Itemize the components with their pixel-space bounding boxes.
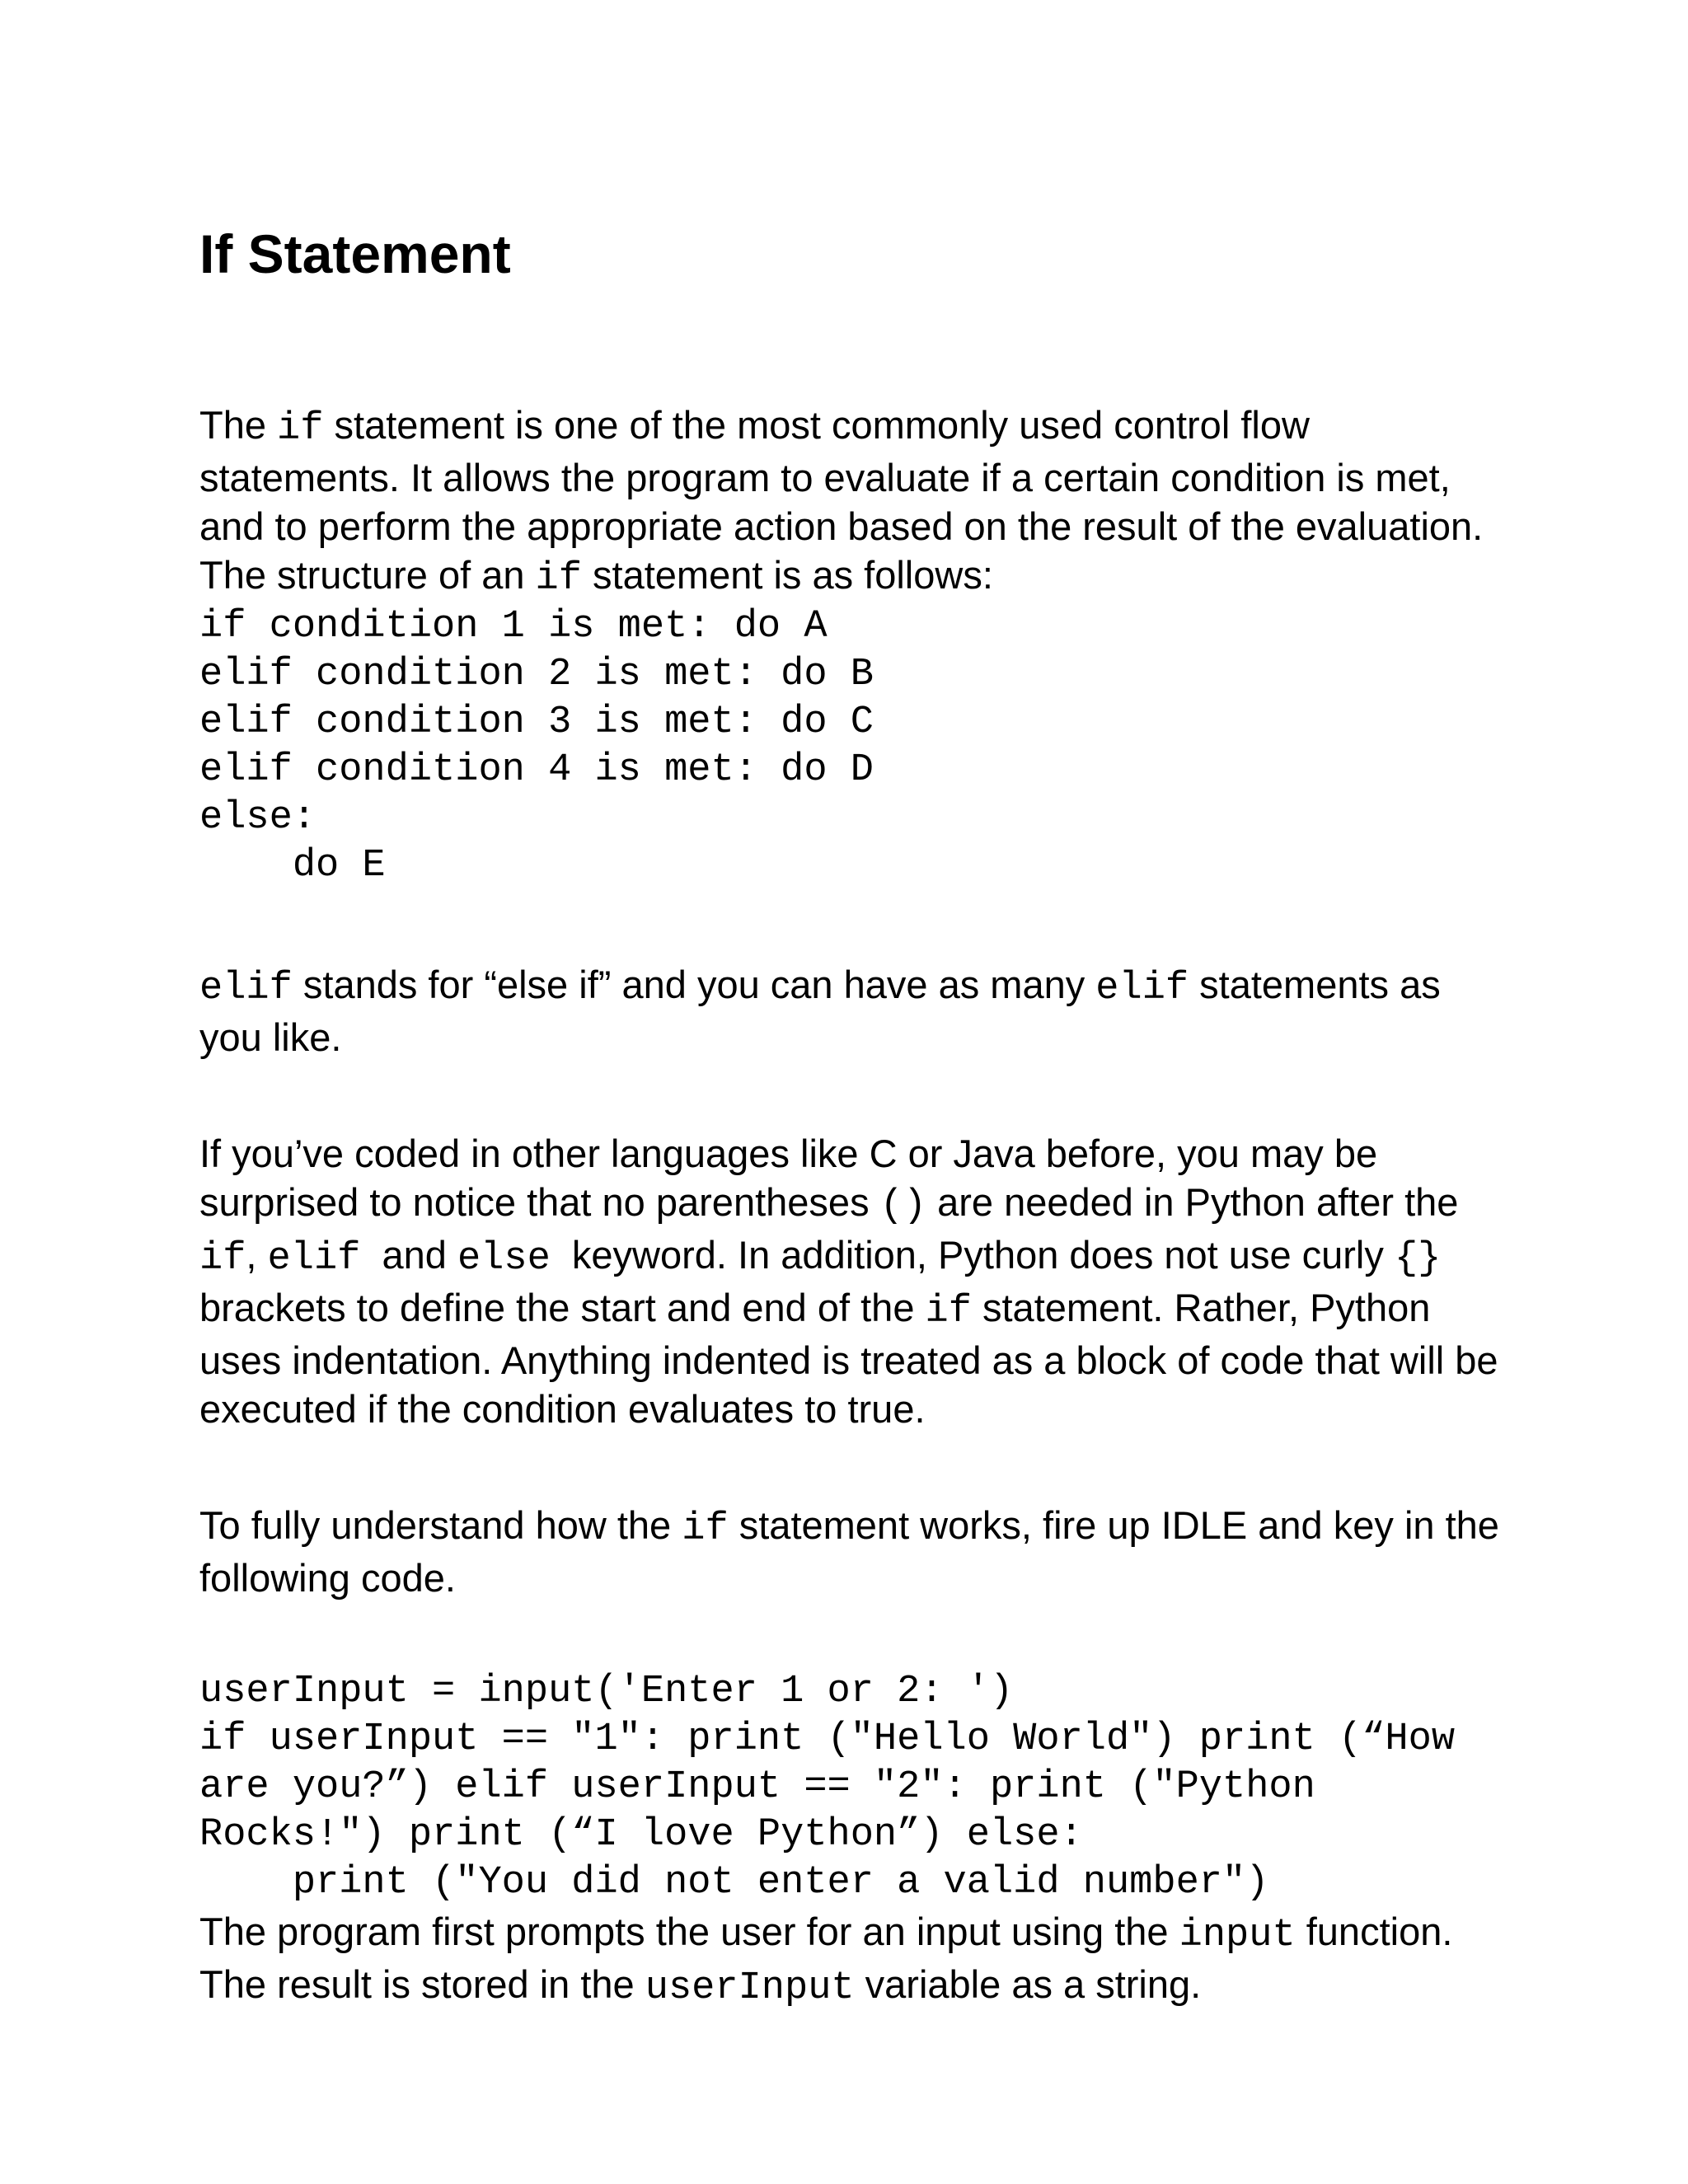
page-title: If Statement	[199, 223, 511, 284]
text-run: The	[199, 403, 278, 447]
text-run: keyword. In addition, Python does not use curly	[550, 1233, 1395, 1277]
inline-code: {}	[1394, 1237, 1442, 1281]
code-line: elif condition 3 is met: do C	[199, 701, 874, 744]
code-line: if condition 1 is met: do A	[199, 605, 828, 649]
indentation-paragraph	[199, 1129, 1509, 1433]
text-run: variable as a string.	[854, 1962, 1202, 2006]
inline-code: elif	[1095, 967, 1189, 1010]
text-run: statement works, fire up IDLE and key in the following code.	[199, 1503, 1510, 1600]
document-page	[199, 223, 1510, 2013]
inline-code: ()	[879, 1184, 927, 1228]
structure-code-block	[199, 603, 1502, 890]
inline-code: elif	[267, 1237, 361, 1281]
text-run: statement is as follows:	[581, 553, 993, 597]
code-line: do E	[199, 844, 386, 888]
text-run: To fully understand how the	[199, 1503, 682, 1547]
code-line: userInput = input('Enter 1 or 2: ')	[199, 1670, 1014, 1713]
inline-code: elif	[199, 967, 293, 1010]
explanation-paragraph	[199, 1907, 1502, 2013]
code-line: elif condition 4 is met: do D	[199, 748, 874, 792]
text-run: stands for “else if” and you can have as many	[292, 963, 1096, 1006]
inline-code: if	[535, 557, 582, 601]
inline-code: else	[457, 1237, 551, 1281]
code-line: elif condition 2 is met: do B	[199, 653, 874, 696]
text-run: are needed in Python after the	[926, 1180, 1470, 1224]
text-run: ,	[246, 1233, 268, 1277]
text-run: statements as you like.	[199, 963, 1451, 1059]
idle-paragraph	[199, 1501, 1510, 1602]
inline-code: if	[682, 1507, 729, 1551]
text-run: brackets to define the start and end of the	[199, 1233, 1452, 1329]
text-run: function. The result is stored in the	[199, 1910, 1463, 2006]
inline-code: if	[925, 1290, 972, 1333]
text-run: and	[360, 1233, 457, 1277]
text-run: statement is one of the most commonly used control flow statements. It allows the program to evaluate if a certain condition is met, and to perform the appropriate action based on the result of the evaluation. The structure of an	[199, 403, 1493, 597]
inline-code: if	[277, 407, 324, 451]
elif-paragraph	[199, 960, 1502, 1062]
inline-code: userInput	[645, 1966, 855, 2010]
code-line: print ("You did not enter a valid number")	[199, 1861, 1269, 1905]
text-run: The program first prompts the user for an input using the	[199, 1910, 1179, 1953]
code-line: else:	[199, 796, 316, 840]
inline-code: if	[199, 1237, 246, 1281]
intro-paragraph	[199, 401, 1502, 603]
example-code-block	[199, 1668, 1502, 1907]
text-run: If you’ve coded in other languages like C or Java before, you may be surprised to notice that no parentheses	[199, 1132, 1389, 1224]
text-run: statement. Rather, Python uses indentation. Anything indented is treated as a block of code that will be executed if the condition evaluates to true.	[199, 1286, 1509, 1431]
code-line: if userInput == "1": print ("Hello World") print (“How are you?”) elif userInput == "2": print ("Python Rocks!") print (“I love Python”) else:	[199, 1718, 1479, 1857]
inline-code: input	[1179, 1914, 1296, 1957]
